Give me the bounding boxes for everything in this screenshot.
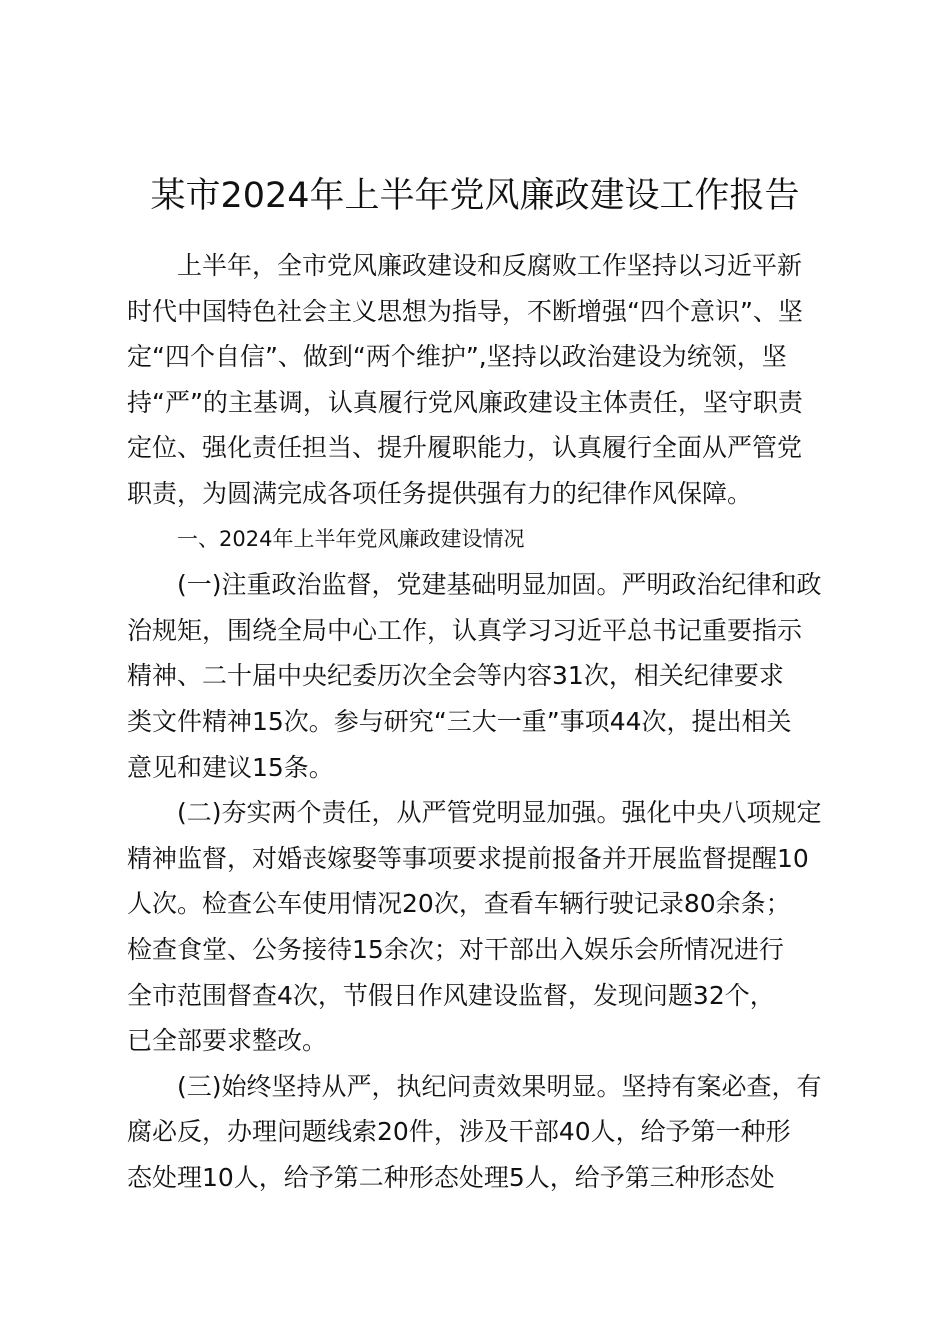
paragraph-line: (二)夯实两个责任，从严管党明显加强。强化中央八项规定	[177, 798, 822, 828]
paragraph-line: 检查食堂、公务接待15余次；对干部出入娱乐会所情况进行	[127, 934, 784, 964]
paragraph-intro	[127, 243, 827, 517]
section-heading-text: 一、2024年上半年党风廉政建设情况	[177, 526, 525, 551]
paragraph-line: 精神、二十届中央纪委历次全会等内容31次，相关纪律要求	[127, 661, 784, 691]
paragraph-line: 类文件精神15次。参与研究“三大一重”事项44次，提出相关	[127, 706, 792, 736]
section-heading	[127, 517, 827, 563]
paragraph-political-supervision	[127, 562, 827, 790]
paragraph-line: 职责，为圆满完成各项任务提供强有力的纪律作风保障。	[127, 478, 753, 508]
paragraph-line: 时代中国特色社会主义思想为指导，不断增强“四个意识”、坚	[127, 296, 803, 326]
paragraph-line: 态处理10人，给予第二种形态处理5人，给予第三种形态处	[127, 1162, 775, 1192]
paragraph-line: 定“四个自信”、做到“两个维护”,坚持以政治建设为统领，坚	[127, 342, 787, 372]
paragraph-line: 意见和建议15条。	[127, 752, 334, 782]
paragraph-line: 腐必反，办理问题线索20件，涉及干部40人，给予第一种形	[127, 1117, 791, 1147]
paragraph-line: 治规矩，围绕全局中心工作，认真学习习近平总书记重要指示	[127, 615, 803, 645]
paragraph-line: 人次。检查公车使用情况20次，查看车辆行驶记录80余条；	[127, 889, 791, 919]
paragraph-discipline-enforcement	[127, 1064, 827, 1201]
paragraph-line: 已全部要求整改。	[127, 1026, 328, 1056]
paragraph-line: 全市范围督查4次，节假日作风建设监督，发现问题32个，	[127, 980, 775, 1010]
paragraph-line: 上半年，全市党风廉政建设和反腐败工作坚持以习近平新	[177, 251, 803, 280]
document-title: 某市2024年上半年党风廉政建设工作报告	[150, 176, 800, 216]
paragraph-line: 精神监督，对婚丧嫁娶等事项要求提前报备并开展监督提醒10	[127, 843, 809, 873]
paragraph-line: (一)注重政治监督，党建基础明显加固。严明政治纪律和政	[177, 570, 822, 600]
paragraph-two-responsibilities	[127, 790, 827, 1064]
document-body	[127, 243, 827, 1200]
paragraph-line: (三)始终坚持从严，执纪问责效果明显。坚持有案必查，有	[177, 1071, 822, 1101]
paragraph-line: 定位、强化责任担当、提升履职能力，认真履行全面从严管党	[127, 433, 803, 463]
paragraph-line: 持“严”的主基调，认真履行党风廉政建设主体责任，坚守职责	[127, 387, 803, 417]
